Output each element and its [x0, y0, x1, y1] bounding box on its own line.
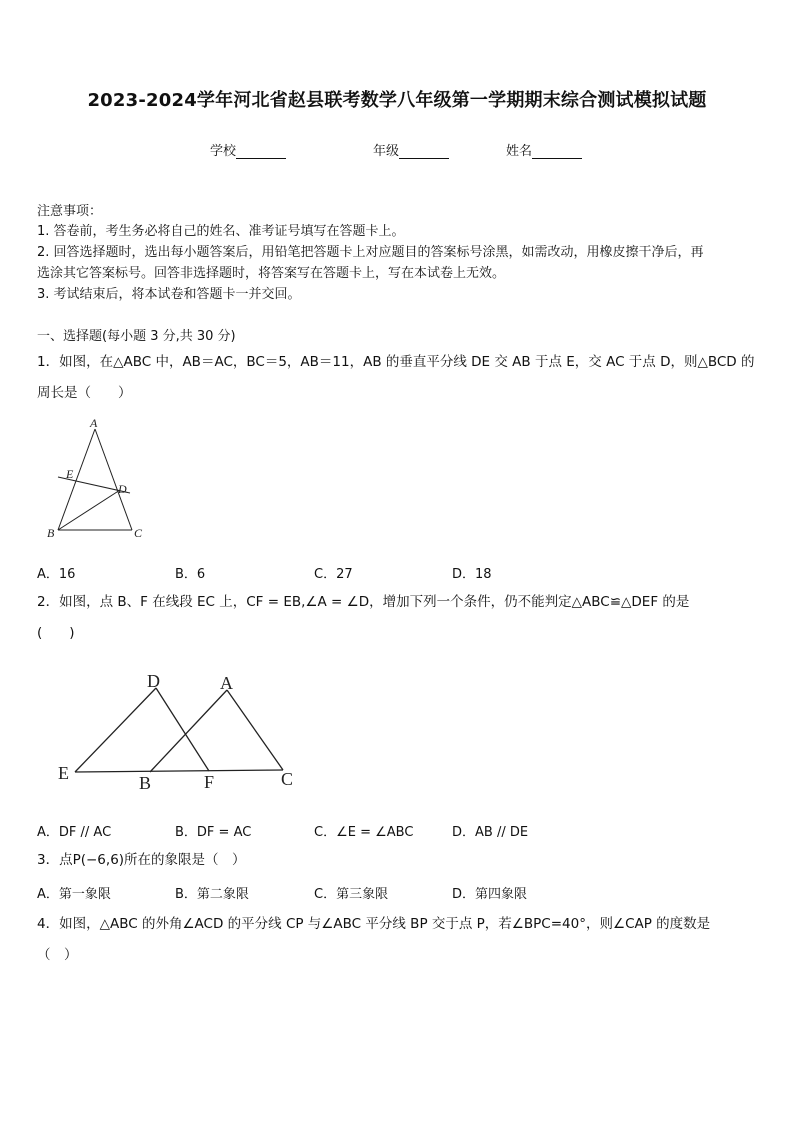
q4-stem: 4．如图，△ABC 的外角∠ACD 的平分线 CP 与∠ABC 平分线 BP 交于点 P，若∠BPC=40°，则∠CAP 的度数是	[37, 916, 711, 932]
q2-label-b: B	[139, 773, 152, 793]
q1-triangle-figure	[40, 415, 150, 545]
grade-blank	[399, 145, 449, 159]
q3-stem: 3．点P(−6,6)所在的象限是（ ）	[37, 852, 246, 868]
name-field	[506, 140, 582, 159]
q2-option-c: C．∠E = ∠ABC	[314, 825, 414, 840]
note-item-2-cont: 选涂其它答案标号。回答非选择题时，将答案写在答题卡上，写在本试卷上无效。	[37, 266, 506, 281]
q3-option-a: A．第一象限	[37, 887, 111, 902]
name-label: 姓名	[506, 144, 533, 159]
q3-option-c: C．第三象限	[314, 887, 389, 902]
q1-option-c: C．27	[314, 567, 353, 582]
q2-stem-cont: ( )	[37, 625, 75, 641]
q1-side-ac	[95, 429, 132, 530]
q2-label-d: D	[147, 671, 160, 691]
q1-option-a: A．16	[37, 567, 76, 582]
q2-label-f: F	[204, 772, 215, 792]
q2-option-a: A．DF // AC	[37, 825, 112, 840]
q2-option-b: B．DF = AC	[175, 825, 252, 840]
notes-heading: 注意事项：	[37, 204, 103, 219]
q1-segment-bd	[58, 490, 120, 530]
q2-side-df	[156, 688, 209, 771]
q1-label-b: B	[47, 526, 55, 540]
q2-stem: 2．如图，点 B、F 在线段 EC 上，CF = EB,∠A = ∠D，增加下列一个条件，仍不能判定△ABC≌△DEF 的是	[37, 594, 690, 610]
grade-label: 年级	[373, 144, 400, 159]
q1-stem-cont: 周长是（ ）	[37, 385, 132, 401]
q1-option-b: B．6	[175, 567, 206, 582]
q2-side-ed	[75, 688, 156, 772]
q2-label-a: A	[220, 673, 233, 693]
school-field	[210, 140, 286, 159]
q1-side-ab	[58, 429, 95, 530]
page-title: 2023-2024学年河北省赵县联考数学八年级第一学期期末综合测试模拟试题	[87, 90, 707, 111]
q2-side-ba	[150, 690, 227, 772]
note-item-1: 1. 答卷前，考生务必将自己的姓名、准考证号填写在答题卡上。	[37, 224, 405, 239]
section-heading: 一、选择题(每小题 3 分,共 30 分)	[37, 329, 236, 344]
note-item-2: 2. 回答选择题时，选出每小题答案后，用铅笔把答题卡上对应题目的答案标号涂黑，如需改动，用橡皮擦干净后，再	[37, 245, 704, 260]
q2-line-ec	[75, 770, 283, 772]
grade-field	[373, 140, 449, 159]
q1-label-e: E	[66, 467, 74, 481]
q1-stem: 1．如图，在△ABC 中，AB＝AC，BC＝5，AB＝11，AB 的垂直平分线 DE 交 AB 于点 E，交 AC 于点 D，则△BCD 的	[37, 354, 755, 370]
q1-label-c: C	[134, 526, 143, 540]
school-blank	[236, 145, 286, 159]
note-item-3: 3. 考试结束后，将本试卷和答题卡一并交回。	[37, 287, 301, 302]
q1-label-a: A	[90, 416, 98, 430]
name-blank	[532, 145, 582, 159]
q2-option-d: D．AB // DE	[452, 825, 529, 840]
q1-option-d: D．18	[452, 567, 492, 582]
q2-label-e: E	[58, 763, 69, 783]
q2-side-ac	[227, 690, 283, 770]
q2-label-c: C	[281, 769, 294, 789]
school-label: 学校	[210, 144, 237, 159]
q2-triangles-figure	[55, 668, 305, 798]
q4-stem-cont: （ ）	[37, 947, 78, 963]
q3-option-d: D．第四象限	[452, 887, 528, 902]
q1-label-d: D	[118, 482, 127, 496]
q3-option-b: B．第二象限	[175, 887, 249, 902]
